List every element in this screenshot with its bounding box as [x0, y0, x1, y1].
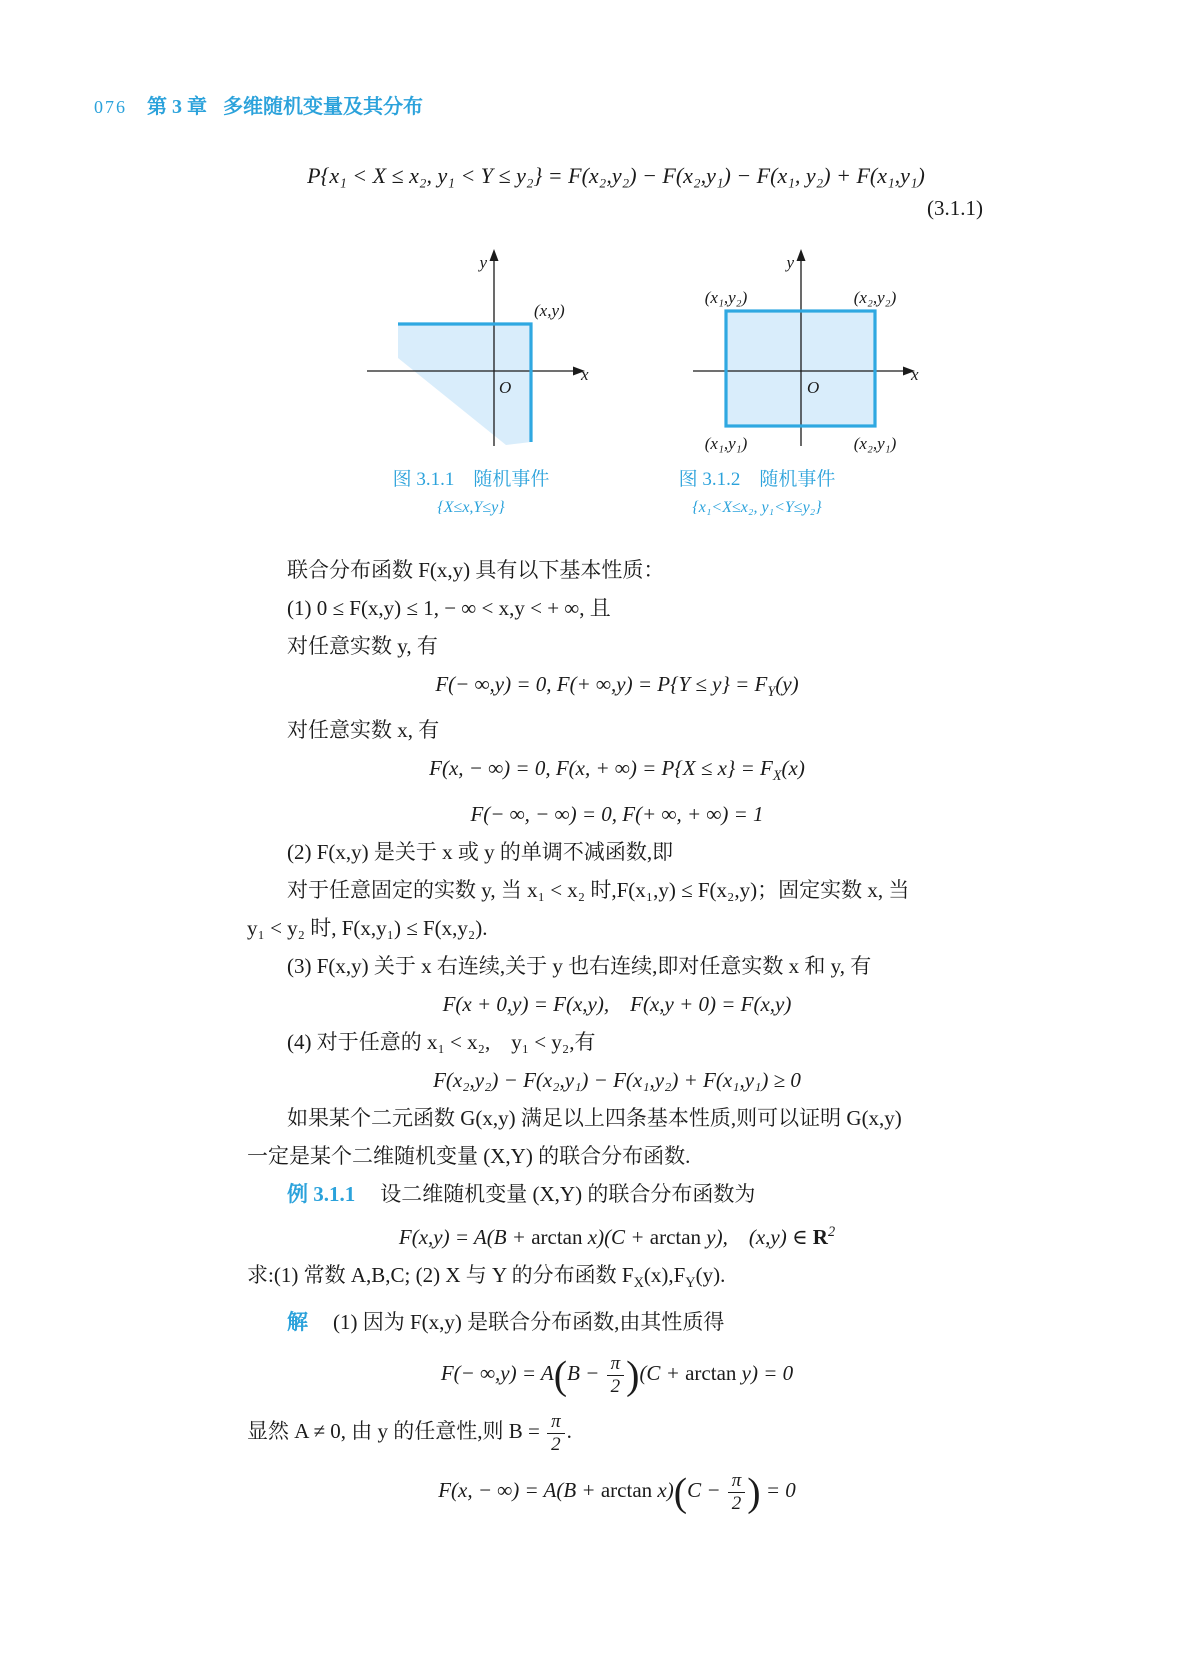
display-equation: F(x,y) = A(B + arctan x)(C + arctan y), (x,y) ∈ $R^2$ — [398, 1224, 836, 1250]
figure-1-subcaption: {X≤x,Y≤y} — [437, 499, 505, 516]
y-axis-arrow — [797, 249, 806, 261]
body-line: 求:(1) 常数 A,B,C; (2) X 与 Y 的分布函数 $F_X(x),F_Y(y)$. — [247, 1263, 726, 1292]
body-line-property-2: (2) F(x,y) 是关于 x 或 y 的单调不减函数,即 — [287, 840, 674, 865]
body-line-property-3: (3) F(x,y) 关于 x 右连续,关于 y 也右连续,即对任意实数 x 和 y, 有 — [287, 954, 872, 979]
solution-text: (1) 因为 F(x,y) 是联合分布函数,由其性质得 — [312, 1309, 725, 1334]
figure-1-caption: 图 3.1.1 随机事件 — [392, 469, 550, 490]
figure-2-caption: 图 3.1.2 随机事件 — [678, 469, 836, 490]
body-text — [247, 551, 987, 1526]
body-line: 对任意实数 x, 有 — [287, 718, 440, 743]
body-line-solution — [247, 1303, 987, 1341]
corner-label-bottom-right: (x₂,y₁) — [853, 434, 897, 453]
body-line-property-1: (1) 0 ≤ F(x,y) ≤ 1, − ∞ < x,y < + ∞, 且 — [287, 596, 611, 620]
origin-label: O — [807, 378, 820, 397]
example-text: 设二维随机变量 (X,Y) 的联合分布函数为 — [359, 1182, 756, 1207]
page-header — [94, 90, 423, 119]
body-line-property-4: (4) 对于任意的 x₁ < x₂, y₁ < y₂,有 — [287, 1030, 596, 1055]
x-axis-label: x — [581, 365, 589, 384]
body-line: y₁ < y₂ 时, F(x,y₁) ≤ F(x,y₂). — [247, 916, 488, 941]
chapter-title: 多维随机变量及其分布 — [223, 96, 423, 118]
display-equation: F(x₂,y₂) − F(x₂,y₁) − F(x₁,y₂) + F(x₁,y₁) ≥ 0 — [433, 1068, 801, 1093]
body-line-example — [247, 1175, 987, 1213]
display-equation: F(x, − ∞) = 0, F(x, + ∞) = $P\{X \le x\} = F_X(x)$ — [429, 756, 805, 785]
body-line: 如果某个二元函数 G(x,y) 满足以上四条基本性质,则可以证明 G(x,y) — [287, 1106, 902, 1131]
figure-2-subcaption: {x₁<X≤x₂, y₁<Y≤y₂} — [692, 499, 822, 516]
figure-2-caption-block — [617, 464, 897, 517]
display-equation: F(x, − ∞) = A(B + arctan x)(C − $\frac{\pi}{2}$ ) = 0 — [438, 1468, 796, 1514]
page-number: 076 — [94, 97, 127, 117]
y-axis-arrow — [490, 249, 499, 261]
example-label: 例 3.1.1 — [287, 1182, 356, 1207]
equation-3-1-1 — [247, 163, 985, 221]
figure-3-1-2 — [677, 246, 937, 456]
display-equation: F(x + 0,y) = F(x,y), F(x,y + 0) = F(x,y) — [442, 992, 792, 1017]
point-label: (x,y) — [534, 301, 565, 320]
figure-1-caption-block — [331, 464, 611, 517]
body-line-intro: 联合分布函数 F(x,y) 具有以下基本性质： — [287, 558, 665, 582]
display-equation: F(− ∞, − ∞) = 0, F(+ ∞, + ∞) = 1 — [470, 802, 764, 827]
origin-label: O — [499, 378, 512, 397]
body-line: 显然 A ≠ 0, 由 y 的任意性,则 B = $\frac{\pi}{2}$ . — [247, 1411, 572, 1456]
x-axis-label: x — [911, 365, 919, 384]
y-axis-label: y — [786, 253, 794, 272]
display-equation: F(− ∞,y) = 0, $F(+ \infty,y) = P\{Y \le y\} = F_Y(y)$ — [435, 672, 799, 701]
body-line: 一定是某个二维随机变量 (X,Y) 的联合分布函数. — [247, 1144, 691, 1169]
figure-3-1-1 — [355, 246, 615, 456]
corner-label-bottom-left: (x₁,y₁) — [704, 434, 748, 453]
corner-label-top-left: (x₁,y₂) — [704, 288, 748, 307]
display-equation: F(− ∞,y) = A(B − $\frac{\pi}{2}$ )(C + arctan y) = 0 — [440, 1351, 794, 1397]
body-line: 对于任意固定的实数 y, 当 x₁ < x₂ 时,F(x₁,y) ≤ F(x₂,y)；固定实数 x, 当 — [287, 878, 910, 903]
corner-label-top-right: (x₂,y₂) — [853, 288, 897, 307]
solution-label: 解 — [287, 1309, 308, 1334]
chapter-number: 第 3 章 — [147, 96, 207, 118]
body-line: 对任意实数 y, 有 — [287, 634, 438, 658]
equation-number: (3.1.1) — [927, 196, 983, 220]
equation-formula: P{x₁ < X ≤ x₂, y₁ < Y ≤ y₂} = F(x₂,y₂) − F(x₂,y₁) − F(x₁, y₂) + F(x₁,y₁) — [307, 163, 925, 188]
y-axis-label: y — [479, 253, 487, 272]
